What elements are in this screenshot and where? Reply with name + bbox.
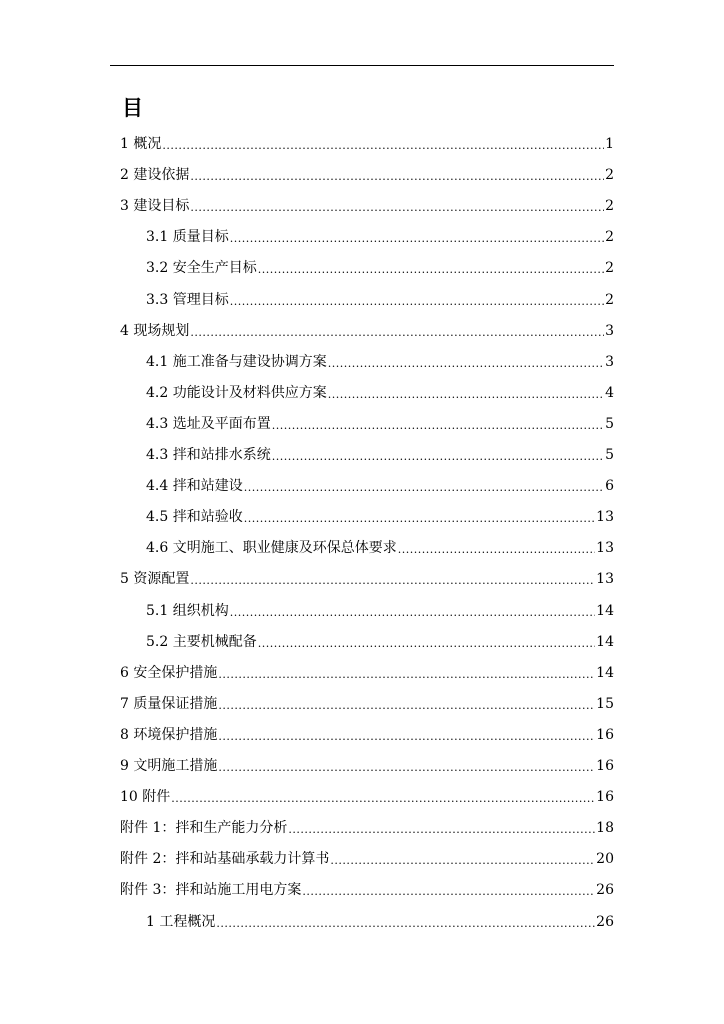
toc-entry-label: 4.3 选址及平面布置	[146, 415, 271, 432]
toc-entry[interactable]	[146, 601, 614, 621]
toc-entry-label: 附件 2：拌和站基础承载力计算书	[120, 851, 330, 868]
toc-page-number: 5	[605, 447, 614, 463]
toc-entry[interactable]	[146, 538, 614, 558]
toc-page-number: 16	[596, 789, 614, 806]
toc-dot-leader	[328, 356, 604, 372]
toc-dot-leader	[190, 200, 604, 216]
toc-entry[interactable]	[146, 258, 614, 278]
toc-dot-leader	[330, 853, 595, 869]
toc-entry-label: 5 资源配置	[120, 571, 190, 588]
toc-page-number: 2	[605, 167, 614, 184]
toc-dot-leader	[244, 511, 595, 527]
toc-page-number: 16	[596, 726, 614, 743]
toc-page-number: 2	[605, 229, 614, 246]
toc-entry-label: 10 附件	[120, 789, 171, 806]
toc-dot-leader	[218, 698, 595, 714]
toc-dot-leader	[258, 636, 595, 652]
toc-dot-leader	[190, 325, 604, 341]
toc-title: 目	[122, 96, 143, 120]
toc-entry[interactable]	[146, 290, 614, 310]
toc-entry[interactable]	[120, 818, 614, 838]
toc-dot-leader	[302, 884, 595, 900]
toc-page-number: 26	[596, 913, 614, 930]
toc-page-number: 2	[605, 198, 614, 215]
toc-page-number: 13	[596, 571, 614, 588]
toc-entry-label: 3.3 管理目标	[146, 291, 229, 308]
toc-page-number: 5	[605, 415, 614, 432]
toc-dot-leader	[190, 573, 595, 589]
toc-entry-label: 4.1 施工准备与建设协调方案	[146, 353, 327, 370]
toc-dot-leader	[328, 387, 604, 403]
toc-page-number: 16	[596, 758, 614, 774]
toc-entry-label: 3.1 质量目标	[146, 229, 229, 246]
toc-dot-leader	[162, 138, 604, 154]
toc-entry[interactable]	[120, 321, 614, 341]
toc-page-number: 2	[605, 260, 614, 277]
toc-entry[interactable]	[120, 134, 614, 154]
toc-entry[interactable]	[120, 756, 614, 776]
toc-entry[interactable]	[146, 383, 614, 403]
toc-entry[interactable]	[146, 912, 614, 932]
toc-entry-label: 4.2 功能设计及材料供应方案	[146, 384, 327, 401]
toc-entry-label: 7 质量保证措施	[120, 695, 218, 712]
toc-dot-leader	[230, 294, 604, 310]
toc-page-number: 13	[596, 509, 614, 526]
toc-dot-leader	[218, 667, 595, 683]
toc-dot-leader	[230, 231, 604, 247]
toc-entry-label: 附件 3：拌和站施工用电方案	[120, 882, 302, 899]
toc-entry-label: 4.6 文明施工、职业健康及环保总体要求	[146, 540, 397, 557]
toc-page-number: 4	[605, 384, 614, 401]
toc-dot-leader	[398, 542, 595, 558]
toc-dot-leader	[216, 916, 595, 932]
toc-entry[interactable]	[146, 632, 614, 652]
toc-dot-leader	[258, 262, 604, 278]
toc-dot-leader	[218, 729, 595, 745]
toc-entry[interactable]	[146, 227, 614, 247]
toc-entry-label: 4 现场规划	[120, 322, 190, 339]
toc-page-number: 2	[605, 291, 614, 308]
toc-page-number: 14	[596, 664, 614, 681]
toc-page-number: 3	[605, 322, 614, 339]
toc-entry-label: 4.5 拌和站验收	[146, 509, 243, 526]
toc-dot-leader	[272, 449, 604, 465]
toc-entry[interactable]	[120, 787, 614, 807]
toc-page-number: 14	[596, 633, 614, 650]
toc-entry-label: 8 环境保护措施	[120, 726, 218, 743]
toc-entry[interactable]	[146, 352, 614, 372]
toc-entry[interactable]	[120, 849, 614, 869]
toc-page-number: 15	[596, 695, 614, 712]
toc-page-number: 3	[605, 353, 614, 370]
toc-page-number: 14	[596, 602, 614, 619]
toc-entry-label: 9 文明施工措施	[120, 758, 218, 774]
toc-entry[interactable]	[120, 725, 614, 745]
toc-page-number: 13	[596, 540, 614, 557]
toc-dot-leader	[230, 605, 595, 621]
toc-entry-label: 3 建设目标	[120, 198, 190, 215]
toc-entry-label: 1 工程概况	[146, 913, 216, 930]
toc-entry[interactable]	[120, 663, 614, 683]
toc-entry-label: 5.2 主要机械配备	[146, 633, 257, 650]
toc-entry-label: 4.3 拌和站排水系统	[146, 447, 271, 463]
toc-page-number: 20	[596, 851, 614, 868]
toc-entry-label: 5.1 组织机构	[146, 602, 229, 619]
toc-dot-leader	[171, 791, 595, 807]
toc-entry[interactable]	[146, 507, 614, 527]
toc-entry[interactable]	[120, 880, 614, 900]
toc-entry[interactable]	[120, 694, 614, 714]
toc-entry[interactable]	[120, 196, 614, 216]
toc-entry-label: 2 建设依据	[120, 167, 190, 184]
toc-entry[interactable]	[146, 445, 614, 465]
toc-entry-label: 6 安全保护措施	[120, 664, 218, 681]
toc-entry[interactable]	[146, 414, 614, 434]
toc-entry-label: 1 概况	[120, 136, 162, 152]
toc-page-number: 6	[605, 478, 614, 495]
toc-entry-label: 附件 1：拌和生产能力分析	[120, 820, 288, 837]
toc-entry[interactable]	[120, 165, 614, 185]
toc-page-number: 1	[605, 136, 614, 152]
toc-entry-label: 4.4 拌和站建设	[146, 478, 243, 495]
toc-dot-leader	[288, 822, 595, 838]
toc-dot-leader	[272, 418, 604, 434]
toc-entry[interactable]	[146, 476, 614, 496]
toc-entry[interactable]	[120, 569, 614, 589]
toc-dot-leader	[190, 169, 604, 185]
toc-entry-label: 3.2 安全生产目标	[146, 260, 257, 277]
toc-dot-leader	[244, 480, 604, 496]
toc-dot-leader	[218, 760, 595, 776]
header-rule	[110, 65, 614, 66]
toc-page-number: 26	[596, 882, 614, 899]
toc-page-number: 18	[596, 820, 614, 837]
